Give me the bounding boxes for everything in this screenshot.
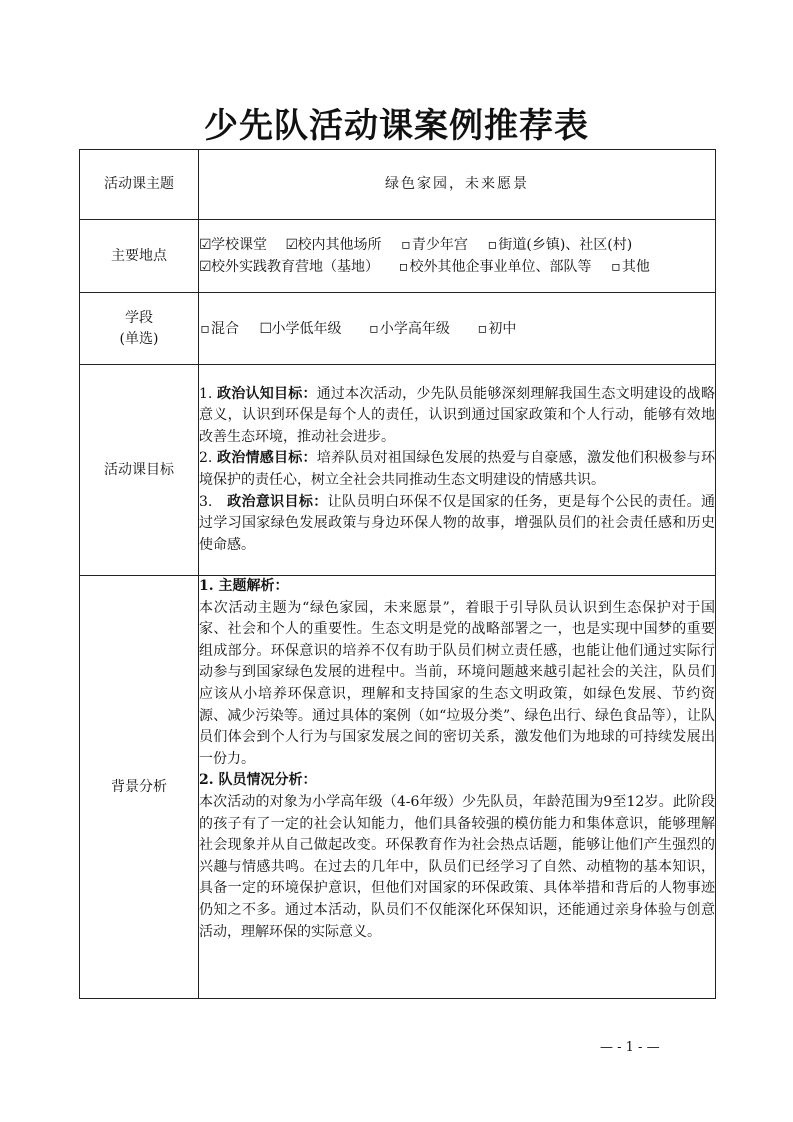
stage-label-line-2: (单选) xyxy=(119,330,159,347)
checkbox-icon: ▫ xyxy=(477,320,488,337)
stage-label-line-1: 学段 xyxy=(125,309,153,326)
checkbox-icon: ☑ xyxy=(199,237,212,253)
goals-label: 活动课目标 xyxy=(80,365,199,576)
goals-content xyxy=(199,365,716,576)
theme-value: 绿色家园，未来愿景 xyxy=(199,150,716,220)
option-label: 校外其他企事业单位、部队等 xyxy=(409,259,592,275)
option-label: 青少年宫 xyxy=(411,237,468,253)
option-label: 校内其他场所 xyxy=(297,237,382,253)
option-other[interactable] xyxy=(610,256,650,278)
stage-options xyxy=(199,293,716,365)
goal-number: 3. xyxy=(199,493,228,510)
page-title: 少先队活动课案例推荐表 xyxy=(204,106,589,146)
background-content xyxy=(199,576,716,999)
option-label: 学校课堂 xyxy=(211,237,267,253)
option-label: 混合 xyxy=(211,320,239,337)
option-youth-palace[interactable] xyxy=(400,234,468,256)
stage-label xyxy=(80,293,199,365)
option-label: 街道(乡镇)、社区(村) xyxy=(498,237,633,253)
section-body: 本次活动主题为“绿色家园，未来愿景”，着眼于引导队员认识到生态保护对于国家、社会和个人的重要性。生态文明是党的战略部署之一，也是实现中国梦的重要组成部分。环保意识的培养不仅有助于队员们树立责任感，也能让他们通过实际行动参与到国家绿色发展的进程中。当前，环境问题越来越引起社会的关注，队员们应该从小培养环保意识，理解和支持国家的生态文明政策，如绿色发展、节约资源、减少污染等。通过具体的案例（如“垃圾分类”、绿色出行、绿色食品等），让队员们体会到个人行为与国家发展之间的密切关系，激发他们为地球的可持续发展出一份力。 xyxy=(199,599,715,767)
option-label: 初中 xyxy=(488,320,517,337)
checkbox-icon: ▫ xyxy=(611,259,621,275)
checkbox-icon: ▫ xyxy=(401,237,411,253)
recommendation-form-table xyxy=(79,149,716,999)
goal-item xyxy=(199,384,715,449)
checkbox-icon: ▫ xyxy=(369,320,379,337)
option-label: 小学高年级 xyxy=(379,320,450,337)
option-school-classroom[interactable] xyxy=(199,234,267,256)
goal-heading: 政治意识目标： xyxy=(227,493,328,510)
option-junior-high[interactable] xyxy=(476,318,516,340)
section-heading-text: 2. 队员情况分析： xyxy=(199,772,317,789)
checkbox-icon: ▫ xyxy=(200,320,210,337)
option-upper-primary[interactable] xyxy=(368,318,450,340)
goal-number: 1. xyxy=(199,385,218,402)
theme-label: 活动课主题 xyxy=(80,150,199,220)
goal-body: 通过本次活动，少先队员能够深刻理解我国生态文明建设的战略意义，认识到环保是每个人的责任，认识到通过国家政策和个人行动，能够有效地改善生态环境，推动社会进步。 xyxy=(199,385,716,445)
option-lower-primary[interactable] xyxy=(259,318,341,340)
background-label: 背景分析 xyxy=(80,576,199,999)
goal-item xyxy=(199,492,715,557)
goal-heading: 政治认知目标： xyxy=(217,385,317,402)
location-options-line-2 xyxy=(199,256,715,278)
option-label: 校外实践教育营地（基地） xyxy=(211,259,379,275)
row-location xyxy=(80,220,716,293)
option-practice-base[interactable] xyxy=(199,256,379,278)
option-other-campus-places[interactable] xyxy=(285,234,381,256)
option-street-community[interactable] xyxy=(486,234,632,256)
row-stage xyxy=(80,293,716,365)
option-enterprises-troops[interactable] xyxy=(397,256,591,278)
section-heading xyxy=(199,770,715,792)
location-options-line-1 xyxy=(199,234,715,256)
checkbox-icon: ▫ xyxy=(398,259,409,275)
goal-body: 让队员明白环保不仅是国家的任务，更是每个公民的责任。通过学习国家绿色发展政策与身边环保人物的故事，增强队员们的社会责任感和历史使命感。 xyxy=(199,493,716,553)
location-label: 主要地点 xyxy=(80,220,199,293)
row-background xyxy=(80,576,716,999)
goal-item xyxy=(199,448,715,491)
goal-body: 培养队员对祖国绿色发展的热爱与自豪感，激发他们积极参与环境保护的责任心，树立全社会共同推动生态文明建设的情感共识。 xyxy=(199,450,716,488)
option-label: 其他 xyxy=(621,259,650,275)
option-label: 小学低年级 xyxy=(271,320,342,337)
option-mixed[interactable] xyxy=(199,318,239,340)
section-heading xyxy=(199,576,715,598)
checkbox-icon: ☑ xyxy=(285,237,299,253)
checkbox-icon: ☐ xyxy=(259,320,273,337)
goal-heading: 政治情感目标： xyxy=(217,450,317,467)
location-options xyxy=(199,220,716,293)
section-body: 本次活动的对象为小学高年级（4-6年级）少先队员，年龄范围为9至12岁。此阶段的孩子有了一定的社会认知能力，他们具备较强的模仿能力和集体意识，能够理解社会现象并从自己做起改变。环保教育作为社会热点话题，能够让他们产生强烈的兴趣与情感共鸣。在过去的几年中，队员们已经学习了自然、动植物的基本知识，具备一定的环境保护意识，但他们对国家的环保政策、具体举措和背后的人物事迹仍知之不多。通过本活动，队员们不仅能深化环保知识，还能通过亲身体验与创意活动，理解环保的实际意义。 xyxy=(199,793,715,940)
checkbox-icon: ▫ xyxy=(487,237,498,253)
checkbox-icon: ☑ xyxy=(199,259,212,275)
row-goals xyxy=(80,365,716,576)
goal-number: 2. xyxy=(199,450,218,467)
stage-options-line xyxy=(199,318,715,340)
section-heading-text: 1. 主题解析： xyxy=(199,578,289,594)
row-theme xyxy=(80,150,716,220)
page-number: — - 1 - — xyxy=(600,1040,660,1055)
